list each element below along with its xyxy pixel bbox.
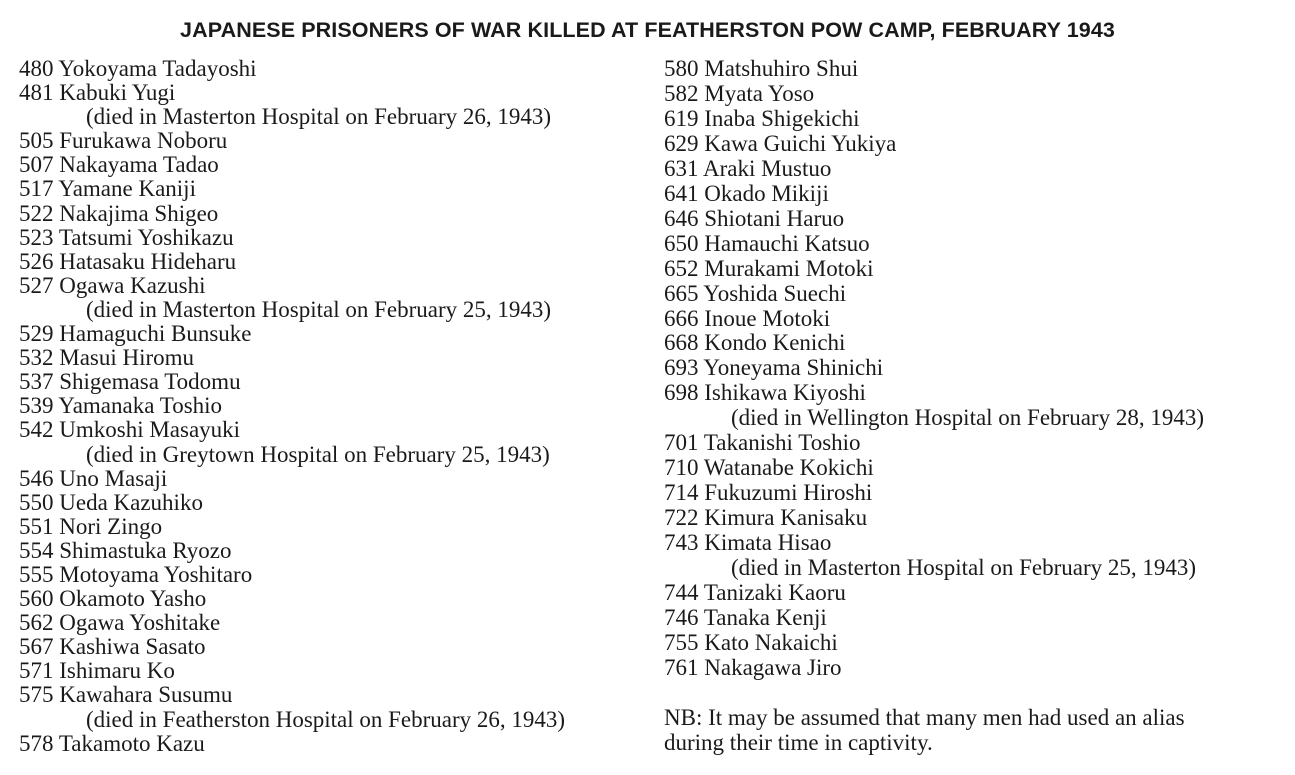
prisoner-entry: 722 Kimura Kanisaku [664, 505, 868, 531]
prisoner-entry: 481 Kabuki Yugi [19, 80, 176, 106]
prisoner-entry: 571 Ishimaru Ko [19, 658, 175, 684]
death-note: (died in Masterton Hospital on February 26, 1943) [86, 104, 552, 130]
death-note: (died in Masterton Hospital on February 25, 1943) [731, 555, 1197, 581]
footnote-line: during their time in captivity. [664, 729, 933, 755]
prisoner-entry: 761 Nakagawa Jiro [664, 654, 842, 680]
prisoner-entry: 555 Motoyama Yoshitaro [19, 561, 253, 587]
death-note: (died in Wellington Hospital on February 28, 1943) [731, 405, 1204, 431]
footnote-spacer [664, 681, 1204, 706]
prisoner-entry: 507 Nakayama Tadao [19, 152, 219, 178]
prisoner-entry: 523 Tatsumi Yoshikazu [19, 224, 234, 250]
prisoner-entry: 537 Shigemasa Todomu [19, 369, 241, 395]
prisoner-entry: 582 Myata Yoso [664, 80, 815, 106]
prisoner-entry: 668 Kondo Kenichi [664, 330, 846, 356]
prisoner-entry: 698 Ishikawa Kiyoshi [664, 380, 866, 406]
prisoner-entry: 550 Ueda Kazuhiko [19, 489, 203, 515]
left-column [19, 57, 565, 756]
death-note: (died in Masterton Hospital on February 25, 1943) [86, 296, 552, 322]
prisoner-entry: 551 Nori Zingo [19, 513, 163, 539]
prisoner-entry: 710 Watanabe Kokichi [664, 455, 874, 481]
footnote-line: NB: It may be assumed that many men had used an alias [664, 704, 1185, 730]
prisoner-entry: 522 Nakajima Shigeo [19, 200, 219, 226]
prisoner-entry: 580 Matshuhiro Shui [664, 56, 859, 81]
prisoner-entry: 578 Takamoto Kazu [19, 730, 205, 756]
prisoner-entry: 567 Kashiwa Sasato [19, 634, 206, 660]
prisoner-entry: 755 Kato Nakaichi [664, 629, 838, 655]
prisoner-entry: 562 Ogawa Yoshitake [19, 610, 221, 636]
death-note: (died in Featherston Hospital on February 26, 1943) [86, 706, 566, 732]
prisoner-entry: 575 Kawahara Susumu [19, 682, 233, 708]
prisoner-entry: 560 Okamoto Yasho [19, 586, 207, 612]
prisoner-entry: 554 Shimastuka Ryozo [19, 537, 232, 563]
prisoner-entry: 517 Yamane Kaniji [19, 176, 196, 202]
prisoner-entry: 646 Shiotani Haruo [664, 205, 845, 231]
prisoner-entry: 526 Hatasaku Hideharu [19, 248, 237, 274]
prisoner-entry: 631 Araki Mustuo [664, 155, 832, 181]
page-title: JAPANESE PRISONERS OF WAR KILLED AT FEATHERSTON POW CAMP, FEBRUARY 1943 [180, 18, 1115, 42]
prisoner-entry: 527 Ogawa Kazushi [19, 272, 206, 298]
prisoner-entry: 505 Furukawa Noboru [19, 128, 228, 154]
prisoner-entry: 629 Kawa Guichi Yukiya [664, 130, 897, 156]
prisoner-entry: 665 Yoshida Suechi [664, 280, 847, 306]
death-note: (died in Greytown Hospital on February 25, 1943) [86, 441, 550, 467]
prisoner-entry: 546 Uno Masaji [19, 465, 168, 491]
prisoner-entry: 743 Kimata Hisao [664, 530, 832, 556]
prisoner-entry: 744 Tanizaki Kaoru [664, 580, 846, 606]
prisoner-entry: 650 Hamauchi Katsuo [664, 230, 870, 256]
right-column [664, 57, 1204, 756]
prisoner-entry: 542 Umkoshi Masayuki [19, 417, 241, 443]
prisoner-entry: 666 Inoue Motoki [664, 305, 831, 331]
prisoner-entry: 480 Yokoyama Tadayoshi [19, 56, 257, 81]
prisoner-entry: 619 Inaba Shigekichi [664, 105, 860, 131]
prisoner-entry: 693 Yoneyama Shinichi [664, 355, 884, 381]
prisoner-entry: 652 Murakami Motoki [664, 255, 874, 281]
prisoner-entry: 539 Yamanaka Toshio [19, 393, 223, 419]
prisoner-entry: 746 Tanaka Kenji [664, 604, 827, 630]
prisoner-entry: 641 Okado Mikiji [664, 180, 829, 206]
prisoner-entry: 714 Fukuzumi Hiroshi [664, 480, 873, 506]
prisoner-entry: 532 Masui Hiromu [19, 345, 195, 371]
prisoner-entry: 529 Hamaguchi Bunsuke [19, 321, 252, 347]
prisoner-entry: 701 Takanishi Toshio [664, 430, 861, 456]
